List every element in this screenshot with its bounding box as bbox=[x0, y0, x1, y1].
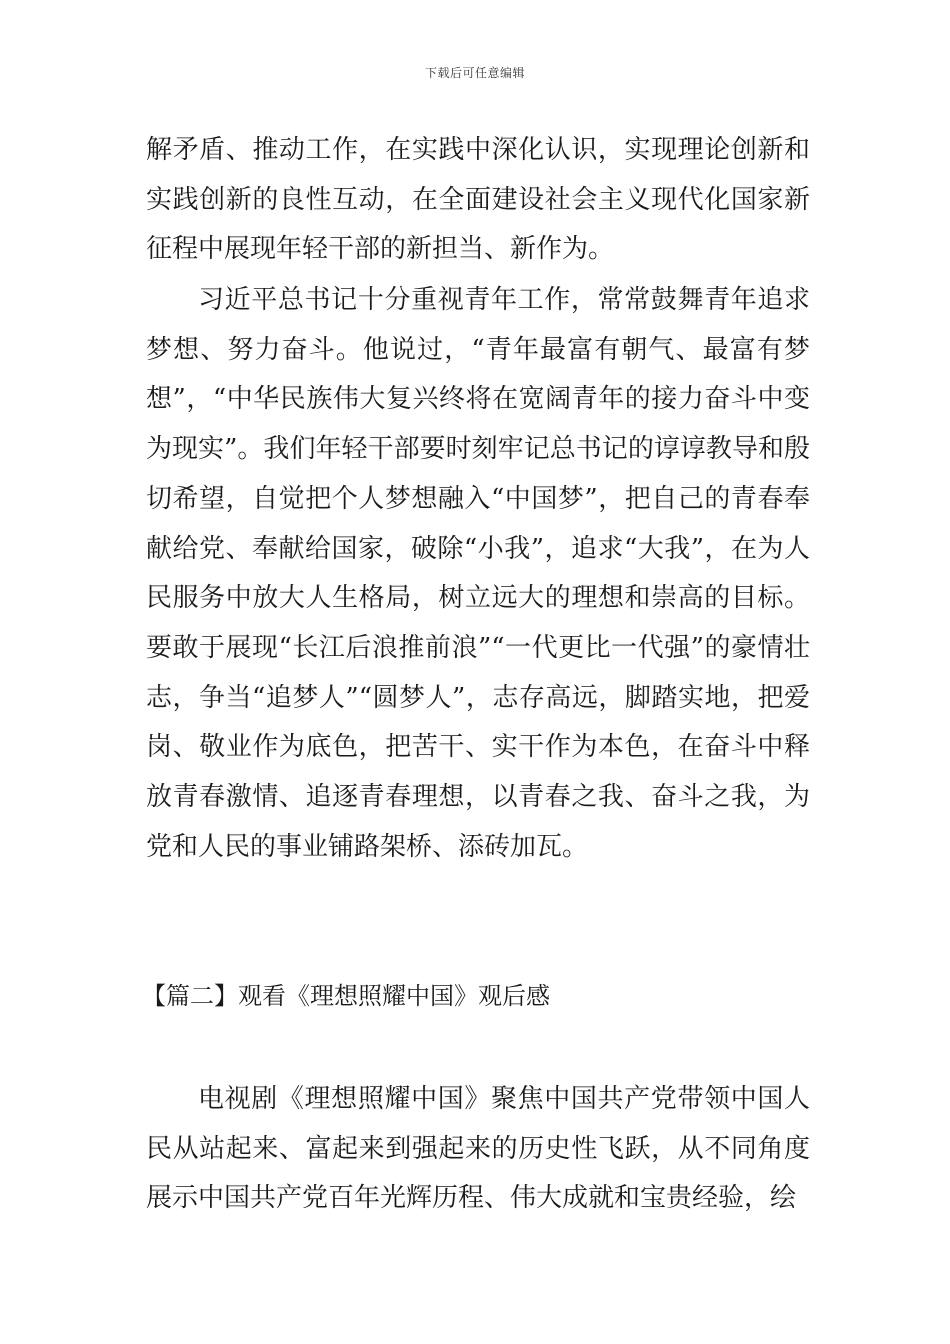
paragraph-youth-work: 习近平总书记十分重视青年工作，常常鼓舞青年追求梦想、努力奋斗。他说过，“青年最富有朝气、最富有梦想”，“中华民族伟大复兴终将在宽阔青年的接力奋斗中变为现实”。我们年轻干部要时刻牢记总书记的谆谆教导和殷切希望，自觉把个人梦想融入“中国梦”，把自己的青春奉献给党、奉献给国家，破除“小我”，追求“大我”，在为人民服务中放大人生格局，树立远大的理想和崇高的目标。要敢于展现“长江后浪推前浪”“一代更比一代强”的豪情壮志，争当“追梦人”“圆梦人”，志存高远，脚踏实地，把爱岗、敬业作为底色，把苦干、实干作为本色，在奋斗中释放青春激情、追逐青春理想，以青春之我、奋斗之我，为党和人民的事业铺路架桥、添砖加瓦。 bbox=[146, 285, 810, 862]
paragraph-continued: 解矛盾、推动工作，在实践中深化认识，实现理论创新和实践创新的良性互动，在全面建设社会主义现代化国家新征程中展现年轻干部的新担当、新作为。 bbox=[146, 135, 810, 265]
section-heading: 【篇二】观看《理想照耀中国》观后感 bbox=[142, 982, 550, 1010]
page-header: 下载后可任意编辑 bbox=[424, 66, 525, 80]
paragraph-tv-drama: 电视剧《理想照耀中国》聚焦中国共产党带领中国人民从站起来、富起来到强起来的历史性飞跃，从不同角度展示中国共产党百年光辉历程、伟大成就和宝贵经验，绘 bbox=[146, 1084, 810, 1214]
